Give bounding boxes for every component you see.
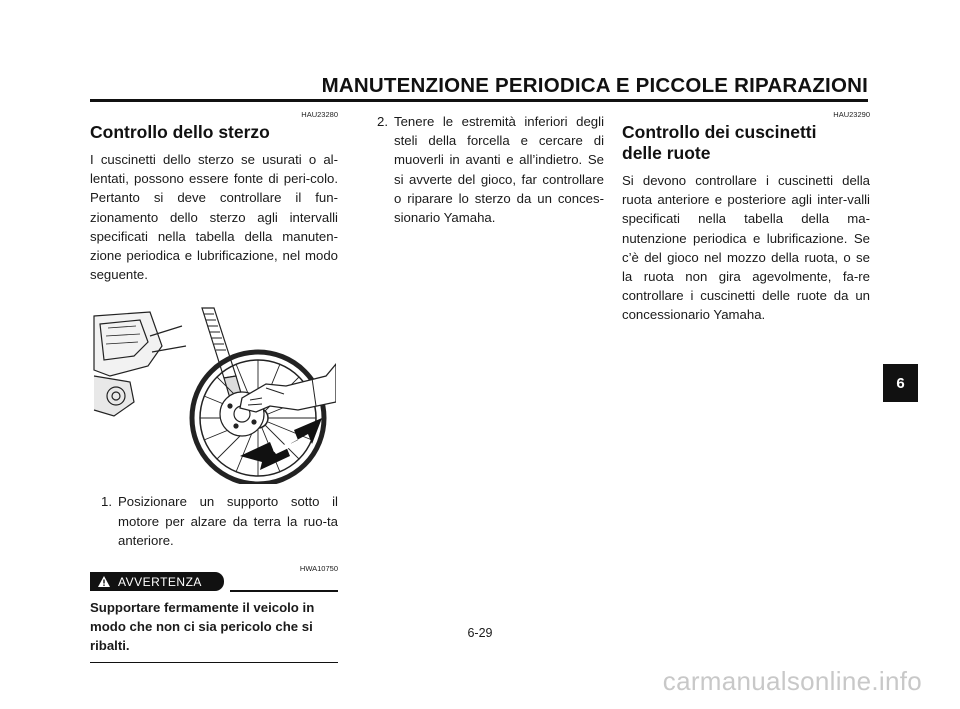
- step-2-number: 2.: [377, 114, 388, 129]
- warning-badge: [90, 572, 224, 591]
- section-title: MANUTENZIONE PERIODICA E PICCOLE RIPARAZIONI: [321, 74, 868, 97]
- warning-label: AVVERTENZA: [118, 574, 202, 589]
- steering-heading: Controllo dello sterzo: [90, 122, 270, 142]
- warning-text: Supportare fermamente il veicolo in modo che non ci sia pericolo che si ribalti.: [90, 600, 315, 654]
- left-column: [90, 110, 338, 663]
- warning-triangle-icon: [90, 575, 118, 588]
- step-2: [366, 112, 604, 227]
- warning-code: HWA10750: [299, 564, 338, 574]
- fork-check-illustration: [90, 306, 336, 484]
- watermark: carmanualsonline.info: [662, 666, 922, 696]
- motorcycle-fork-illustration: [90, 306, 336, 484]
- right-column: [622, 110, 870, 325]
- step-1: [90, 492, 338, 550]
- step-1-number: 1.: [101, 494, 112, 510]
- warning-end-rule: [90, 662, 338, 664]
- section-code: HAU23290: [833, 110, 870, 119]
- wheel-bearings-heading: Controllo dei cuscinetti delle ruote: [622, 122, 817, 163]
- page-header: [90, 74, 868, 102]
- step-1-text: Posizionare un supporto sotto il motore per alzare da terra la ruo-ta anteriore.: [118, 494, 338, 548]
- warning-header: [90, 564, 338, 590]
- middle-column: [366, 110, 604, 227]
- step-2-text: Tenere le estremità inferiori degli steli della forcella e cercare di muoverli in avanti e all’indietro. Se si avverte del gioco, far controllare o riparare lo sterzo da un conces-sionario Yamaha.: [394, 114, 604, 226]
- page-number: 6-29: [467, 626, 493, 640]
- header-rule: [90, 99, 868, 102]
- chapter-tab[interactable]: 6: [883, 364, 918, 402]
- section-code: HAU23280: [301, 110, 338, 119]
- warning-rule: [230, 590, 338, 592]
- wheel-bearings-text: Si devono controllare i cuscinetti della ruota anteriore e posteriore agli inter-valli specificati nella tabella della ma-nutenzione periodica e lubrificazione. Se c’è del gioco nel mozzo della ruota, o se la ruota non gira agevolmente, fa-re controllare i cuscinetti delle ruote da un concessionario Yamaha.: [622, 173, 870, 323]
- steering-intro: I cuscinetti dello sterzo se usurati o al-lentati, possono essere fonte di peri-colo. Pertanto si deve controllare il fun-zionamento dello sterzo agli intervalli specificati nella tabella della manuten-zione periodica e lubrificazione, nel modo seguente.: [90, 152, 338, 283]
